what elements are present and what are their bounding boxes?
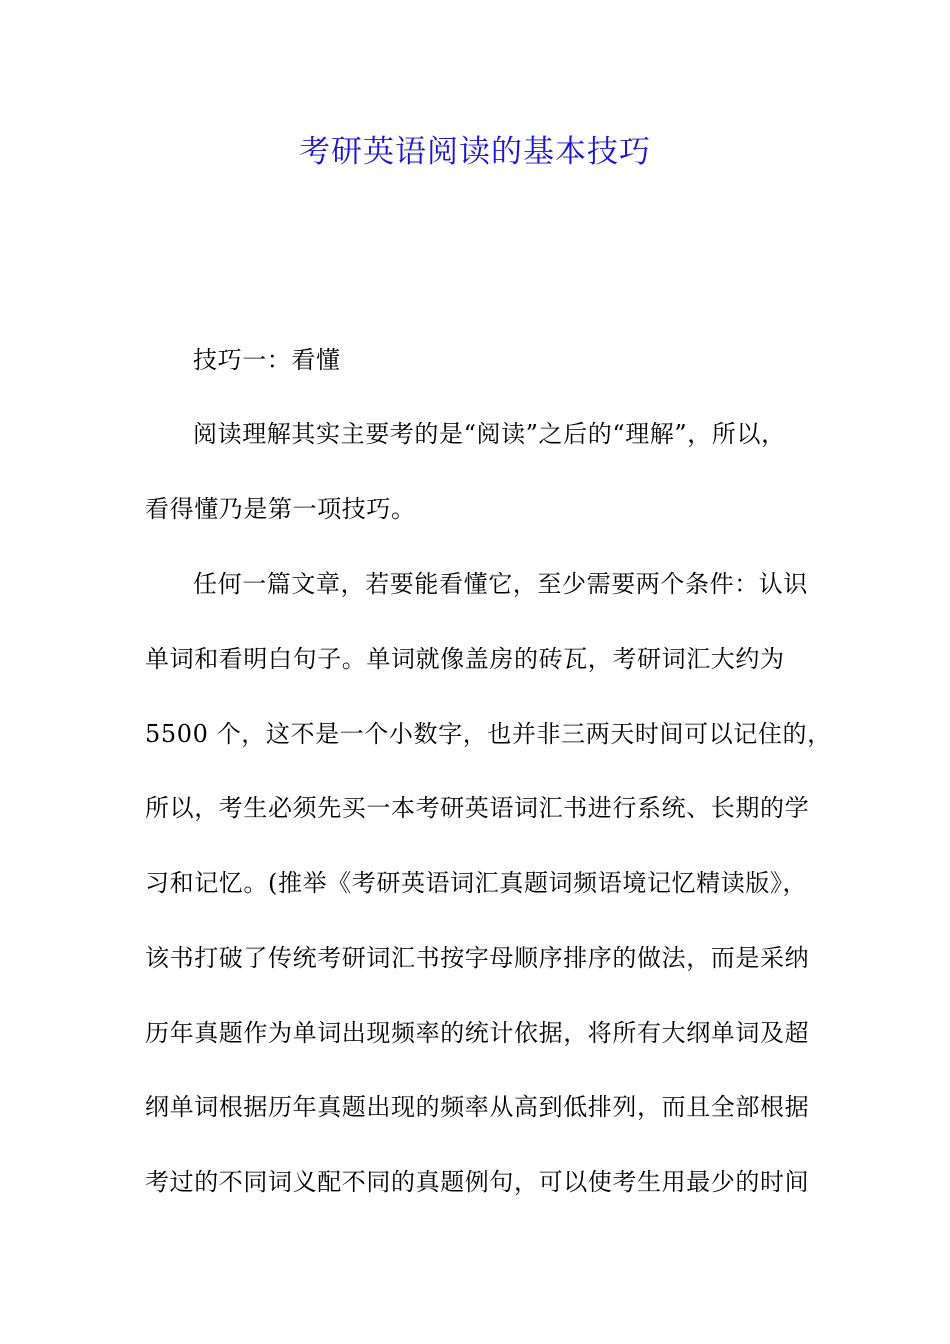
- paragraph-line: 单词和看明白句子。单词就像盖房的砖瓦，考研词汇大约为: [145, 645, 785, 673]
- paragraph-line: 该书打破了传统考研词汇书按字母顺序排序的做法，而是采纳: [145, 944, 810, 972]
- paragraph-line: 所以，考生必须先买一本考研英语词汇书进行系统、长期的学: [145, 794, 810, 822]
- paragraph-line: 任何一篇文章，若要能看懂它，至少需要两个条件：认识: [193, 570, 808, 598]
- paragraph-line: 历年真题作为单词出现频率的统计依据，将所有大纲单词及超: [145, 1019, 810, 1047]
- section-heading: 技巧一：看懂: [193, 346, 341, 374]
- paragraph-line: 看得懂乃是第一项技巧。: [145, 495, 416, 523]
- paragraph-line: 习和记忆。(推举《考研英语词汇真题词频语境记忆精读版》，: [145, 869, 808, 897]
- document-title: 考研英语阅读的基本技巧: [299, 134, 651, 170]
- paragraph-line: 5500 个，这不是一个小数字，也并非三两天时间可以记住的，: [145, 720, 832, 748]
- paragraph-line: 纲单词根据历年真题出现的频率从高到低排列，而且全部根据: [145, 1093, 810, 1121]
- paragraph-line: 考过的不同词义配不同的真题例句，可以使考生用最少的时间: [145, 1168, 810, 1196]
- paragraph-line: 阅读理解其实主要考的是“阅读”之后的“理解”，所以，: [193, 420, 786, 448]
